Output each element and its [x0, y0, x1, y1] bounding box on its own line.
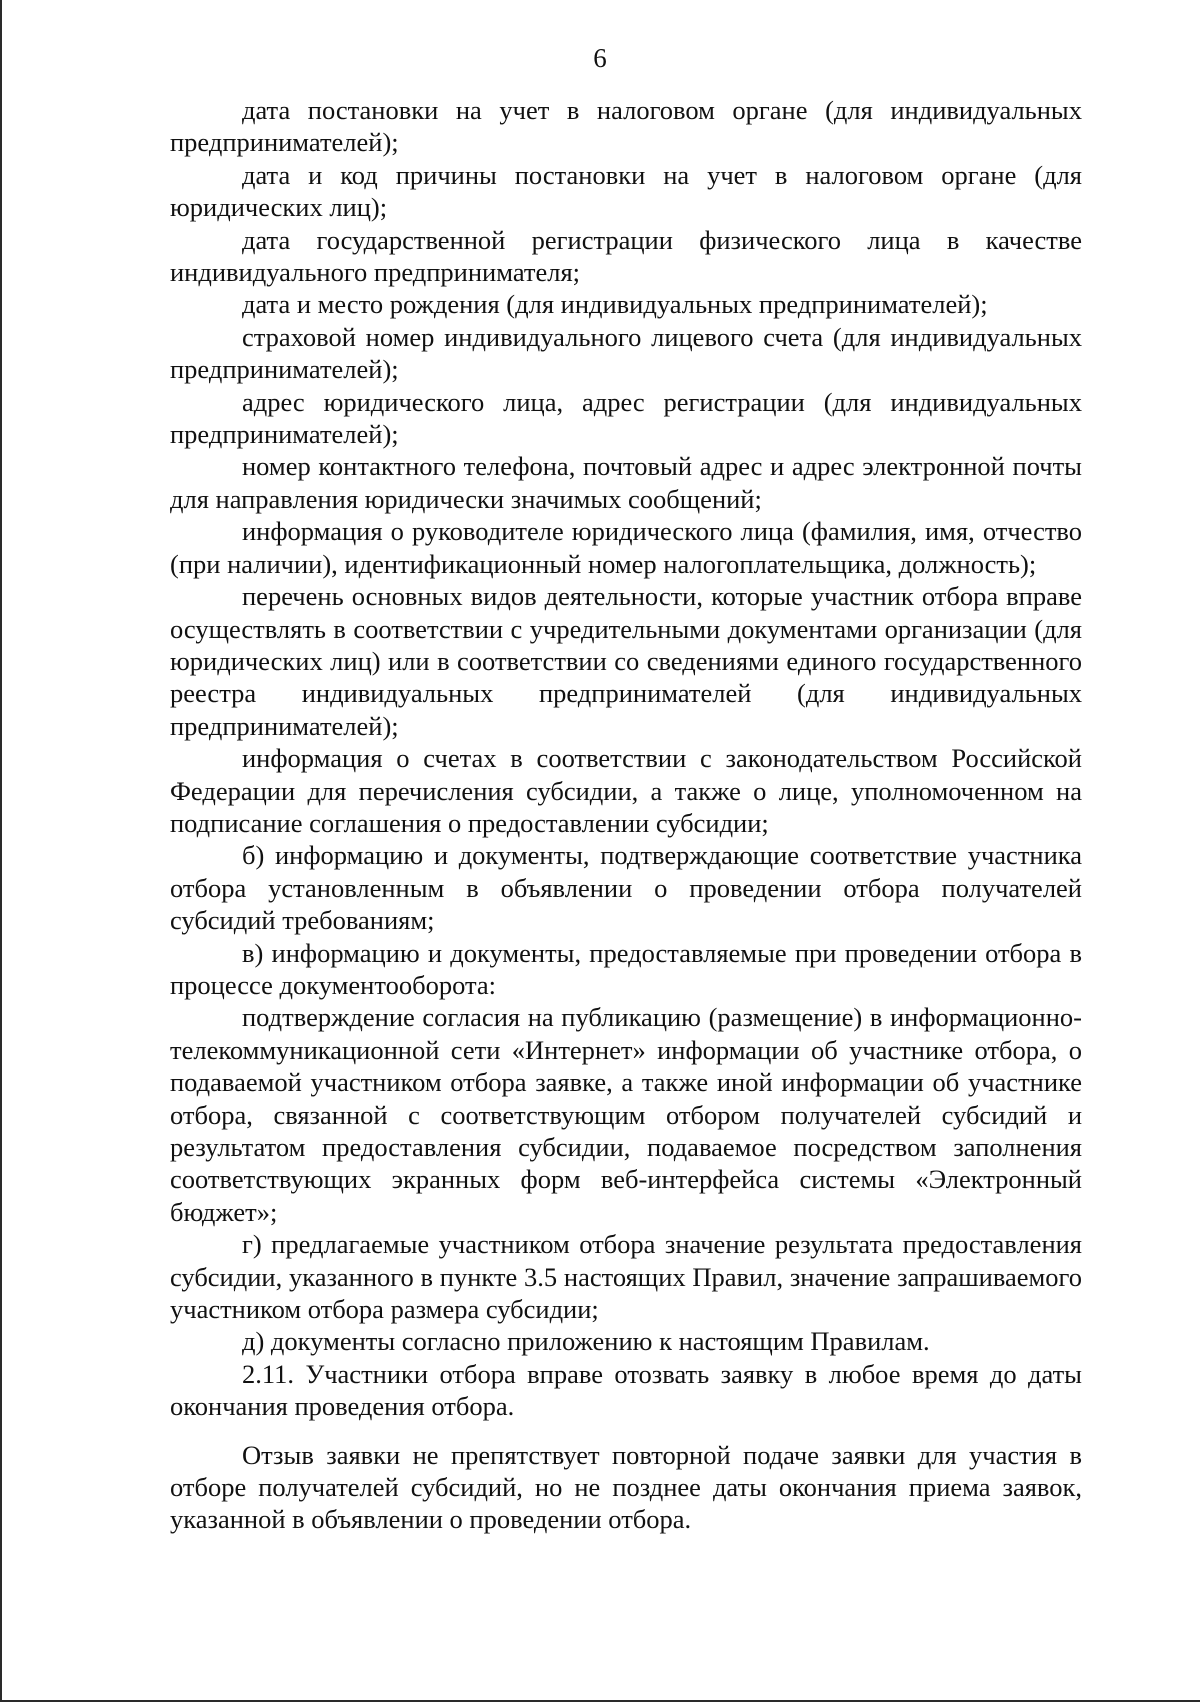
document-body [170, 94, 1082, 1536]
paragraph-contact-details: номер контактного телефона, почтовый адрес и адрес электронной почты для направления юридически значимых сообщений; [170, 451, 1082, 514]
paragraph-state-registration-date: дата государственной регистрации физического лица в качестве индивидуального предпринимателя; [170, 224, 1082, 288]
paragraph-item-b: б) информацию и документы, подтверждающие соответствие участника отбора установленным в объявлении о проведении отбора получателей субсидий требованиям; [170, 840, 1082, 936]
paragraph-withdrawal: Отзыв заявки не препятствует повторной подаче заявки для участия в отборе получателей субсидий, но не позднее даты окончания приема заявок, указанной в объявлении о проведении отбора. [170, 1439, 1082, 1535]
paragraph-item-d: д) документы согласно приложению к настоящим Правилам. [242, 1326, 930, 1357]
paragraph-item-v: в) информацию и документы, предоставляемые при проведении отбора в процессе документооборота: [170, 937, 1082, 1000]
paragraph-birth-date-place: дата и место рождения (для индивидуальных предпринимателей); [242, 289, 988, 320]
paragraph-tax-registration-code: дата и код причины постановки на учет в налоговом органе (для юридических лиц); [170, 159, 1082, 223]
paragraph-head-info: информация о руководителе юридического лица (фамилия, имя, отчество (при наличии), идентификационный номер налогоплательщика, должность); [170, 516, 1082, 579]
page-number: 6 [593, 43, 607, 73]
paragraph-accounts-info: информация о счетах в соответствии с законодательством Российской Федерации для перечисления субсидии, а также о лице, уполномоченном на подписание соглашения о предоставлении субсидии; [170, 743, 1082, 838]
paragraph-legal-address: адрес юридического лица, адрес регистрации (для индивидуальных предпринимателей); [170, 386, 1082, 450]
paragraph-activity-list: перечень основных видов деятельности, которые участник отбора вправе осуществлять в соответствии с учредительными документами организации (для юридических лиц) или в соответствии со сведениями единого государственного реестра индивидуальных предпринимателей (для индивидуальных предпринимателей); [170, 581, 1082, 741]
scan-left-edge [0, 0, 2, 1702]
paragraph-tax-registration-date: дата постановки на учет в налоговом органе (для индивидуальных предпринимателей); [170, 95, 1082, 158]
paragraph-publication-consent: подтверждение согласия на публикацию (размещение) в информационно-телекоммуникационной сети «Интернет» информации об участнике отбора, о подаваемой участником отбора заявке, а также иной информации об участнике отбора, связанной с соответствующим отбором получателей субсидий и результатом предоставления субсидии, подаваемое посредством заполнения соответствующих экранных форм веб-интерфейса системы «Электронный бюджет»; [170, 1002, 1082, 1227]
paragraph-item-g: г) предлагаемые участником отбора значение результата предоставления субсидии, указанного в пункте 3.5 настоящих Правил, значение запрашиваемого участником отбора размера субсидии; [170, 1229, 1082, 1325]
paragraph-section-2-11: 2.11. Участники отбора вправе отозвать заявку в любое время до даты окончания проведения отбора. [170, 1358, 1082, 1422]
paragraph-insurance-number: страховой номер индивидуального лицевого счета (для индивидуальных предпринимателей); [170, 321, 1082, 385]
